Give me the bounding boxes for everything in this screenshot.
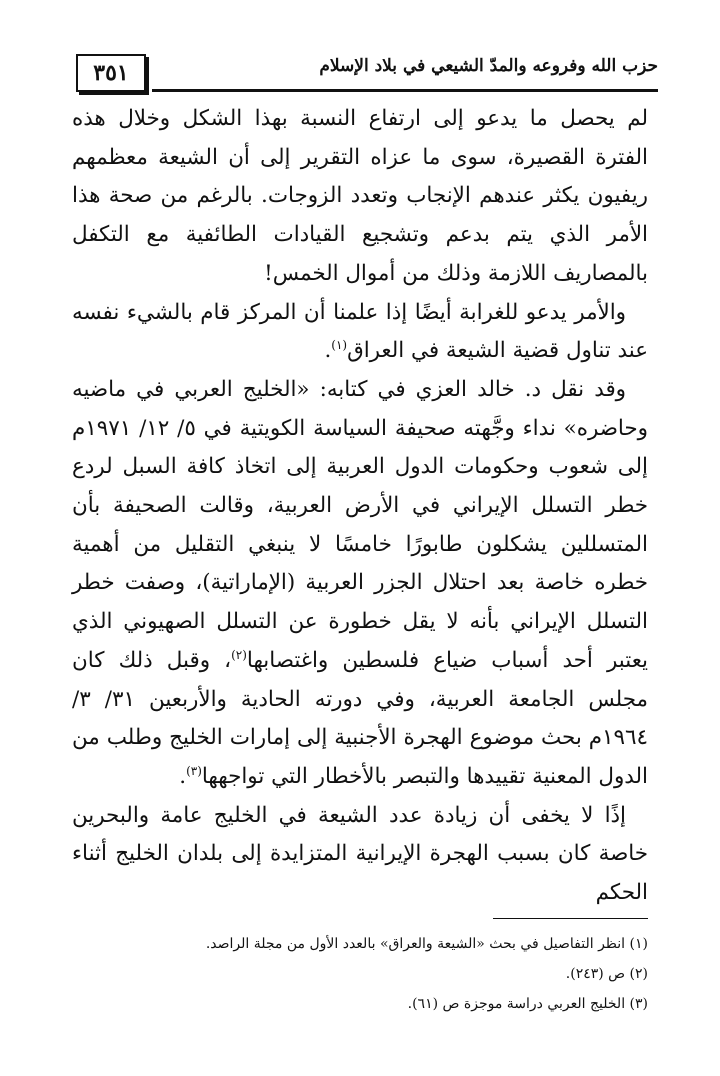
page-number: ٣٥١ (76, 54, 146, 92)
footnotes (72, 929, 648, 1019)
footnote-ref-2[interactable]: (٢) (231, 647, 247, 662)
paragraph-3-part2: ، وقبل ذلك كان مجلس الجامعة العربية، وفي دورته الحادية والأربعين ٣١/ ٣/ ١٩٦٤م بحث موضوع الهجرة الأجنبية إلى إمارات الخليج وطلب من الدول المعنية تقييدها والتبصر بالأخطار التي تواجهها (72, 647, 648, 789)
paragraph-4: إذًا لا يخفى أن زيادة عدد الشيعة في الخليج عامة والبحرين خاصة كان بسبب الهجرة الإيرانية المتزايدة إلى بلدان الخليج أثناء الحكم (72, 802, 648, 906)
paragraph-1: لم يحصل ما يدعو إلى ارتفاع النسبة بهذا الشكل وخلال هذه الفترة القصيرة، سوى ما عزاه التقرير إلى أن الشيعة معظمهم ريفيون يكثر عندهم الإنجاب وتعدد الزوجات. بالرغم من صحة هذا الأمر الذي يتم بدعم وتشجيع القيادات الطائفية مع التكفل بالمصاريف اللازمة وذلك من أموال الخمس! (72, 106, 648, 286)
paragraph-2: والأمر يدعو للغرابة أيضًا إذا علمنا أن المركز قام بالشيء نفسه عند تناول قضية الشيعة في العراق$^{(١)}$. (72, 299, 648, 364)
page-header (72, 50, 658, 92)
footnote-2: (٢) ص (٢٤٣). (565, 966, 648, 982)
body-text (72, 100, 648, 913)
footnote-1: (١) انظر التفاصيل في بحث «الشيعة والعراق» بالعدد الأول من مجلة الراصد. (205, 936, 648, 952)
footnote-rule (493, 918, 648, 919)
paragraph-3-part1: وقد نقل د. خالد العزي في كتابه: «الخليج العربي في ماضيه وحاضره» نداء وجَّهته صحيفة السياسة الكويتية في ٥/ ١٢/ ١٩٧١م إلى شعوب وحكومات الدول العربية إلى اتخاذ كافة السبل لردع خطر التسلل الإيراني في الأرض العربية، وقالت الصحيفة بأن المتسللين يشكلون طابورًا خامسًا لا ينبغي التقليل من أهمية خطره خاصة بعد احتلال الجزر العربية (الإماراتية)، وصفت خطر التسلل الإيراني بأنه لا يقل خطورة عن التسلل الصهيوني الذي يعتبر أحد أسباب ضياع فلسطين واغتصابها (72, 376, 648, 673)
footnote-3: (٣) الخليج العربي دراسة موجزة ص (٦١). (407, 996, 648, 1012)
paragraph-3: وقد نقل د. خالد العزي في كتابه: «الخليج العربي في ماضيه وحاضره» نداء وجَّهته صحيفة السياسة الكويتية في ٥/ ١٢/ ١٩٧١م إلى شعوب وحكومات الدول العربية إلى اتخاذ كافة السبل لردع خطر التسلل الإيراني في الأرض العربية، وقالت الصحيفة بأن المتسللين يشكلون طابورًا خامسًا لا ينبغي التقليل من أهمية خطره خاصة بعد احتلال الجزر العربية (الإماراتية)، وصفت خطر التسلل الإيراني بأنه لا يقل خطورة عن التسلل الصهيوني الذي يعتبر أحد أسباب ضياع فلسطين واغتصابها$^{(٢)}$، وقبل ذلك كان مجلس الجامعة العربية، وفي دورته الحادية والأربعين ٣١/ ٣/ ١٩٦٤م بحث موضوع الهجرة الأجنبية إلى إمارات الخليج وطلب من الدول المعنية تقييدها والتبصر بالأخطار التي تواجهها$^{(٣)}$. (72, 376, 648, 789)
paragraph-2-text: والأمر يدعو للغرابة أيضًا إذا علمنا أن المركز قام بالشيء نفسه عند تناول قضية الشيعة في العراق (72, 299, 648, 364)
footnote-ref-1[interactable]: (١) (331, 338, 348, 353)
footnote-ref-3[interactable]: (٣) (186, 763, 202, 778)
running-title: حزب الله وفروعه والمدّ الشيعي في بلاد الإسلام (319, 56, 658, 76)
header-rule (152, 89, 658, 92)
